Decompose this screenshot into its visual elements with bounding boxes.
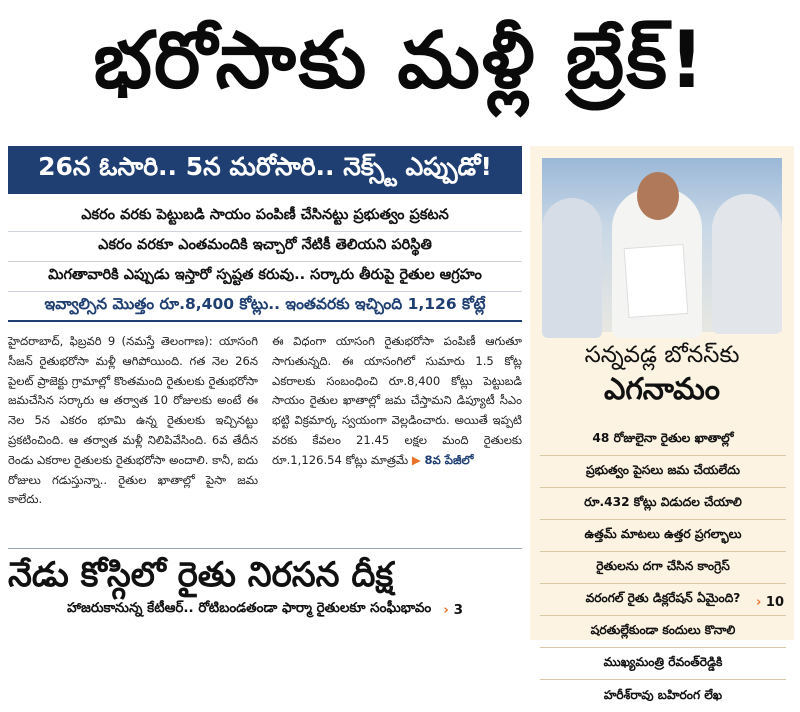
sidebar-point: ముఖ్యమంత్రి రేవంత్‌రెడ్డికి — [540, 648, 786, 680]
photo-speaker-head — [637, 172, 679, 220]
article-body — [8, 332, 522, 518]
secondary-headline: నేడు కోస్గిలో రైతు నిరసన దీక్ష — [8, 548, 522, 603]
sidebar-points — [540, 424, 786, 712]
sidebar-point: ఉత్తమ్ మాటలు ఉత్తర ప్రగల్భాలు — [540, 520, 786, 552]
deck-line: మిగతావారికి ఎప్పుడు ఇస్తారో స్పష్టత కరువు.. సర్కారు తీరుపై రైతుల ఆగ్రహం — [8, 262, 522, 292]
sidebar-story — [530, 146, 794, 702]
deck-lines — [8, 202, 522, 322]
sidebar-point: రైతులను దగా చేసిన కాంగ్రెస్ — [540, 552, 786, 584]
sidebar-page-ref[interactable] — [756, 595, 784, 610]
sidebar-point: ప్రభుత్వం పైసలు జమ చేయలేదు — [540, 456, 786, 488]
sidebar-title-line-2: ఎగనామం — [603, 372, 720, 407]
sidebar-point: హరీశ్‌రావు బహిరంగ లేఖ — [603, 687, 723, 702]
photo-bystander-left — [542, 198, 602, 338]
photo-bystander-right — [712, 194, 782, 334]
lead-story — [8, 146, 522, 518]
sidebar-point: 48 రోజులైనా రైతుల ఖాతాల్లో — [540, 424, 786, 456]
sidebar-title-line-1: సన్నవడ్ల బోనస్‌కు — [584, 342, 740, 368]
subhead-banner: 26న ఓసారి.. 5న మరోసారి.. నెక్స్ట్ ఎప్పుడో! — [8, 146, 522, 194]
photo-letter — [624, 244, 689, 318]
secondary-subhead — [8, 600, 522, 619]
secondary-page-ref[interactable] — [443, 602, 463, 618]
article-column-2-text: ఈ విధంగా యాసంగి రైతుభరోసా పంపిణీ ఆగుతూ సాగుతున్నది. ఈ యాసంగిలో సుమారు 1.5 కోట్ల ఎకరాలకు సంబంధించి రూ.8,400 కోట్లు పెట్టుబడి సాయం రైతుల ఖాతాల్లో జమ చేస్తామని డిప్యూటీ సీఎం భట్టి విక్రమార్క స్వయంగా వెల్లడించారు. అయితే ఇప్పటి వరకు కేవలం 21.45 లక్షల మంది రైతులకు రూ.1,126.54 కోట్లు మాత్రమే — [272, 334, 522, 467]
sidebar-page-number: 10 — [765, 595, 784, 610]
politician-photo — [542, 158, 782, 332]
secondary-subhead-text: హాజరుకానున్న కేటీఆర్.. రోటిబండతండా ఫార్మా రైతులకూ సంఘీభావం — [67, 600, 432, 616]
sidebar-point: వరంగల్ రైతు డిక్లరేషన్ ఏమైంది? — [540, 584, 786, 616]
article-column-1: హైదరాబాద్, ఫిబ్రవరి 9 (నమస్తే తెలంగాణ): యాసంగి సీజన్ రైతుభరోసా మళ్లీ ఆగిపోయింది. గత నెల 26న పైలట్ ప్రాజెక్టు గ్రామాల్లో కొంతమంది రైతులకు రైతుభరోసా జమచేసిన సర్కారు ఆ తర్వాత 10 రోజులకు అంటే ఈ నెల 5న ఎకరం భూమి ఉన్న రైతులకు ఇచ్చినట్టు ప్రకటించింది. ఆ తర్వాత మళ్లీ నిలిపివేసింది. 6వ తేదీన రెండు ఎకరాల రైతులకు రైతుభరోసా అందాలి. కానీ, ఐదు రోజులు గడుస్తున్నా.. రైతుల ఖాతాల్లో పైసా జమ కాలేదు. — [8, 334, 258, 507]
arrow-icon: › — [756, 595, 762, 610]
sidebar-point: రూ.432 కోట్లు విడుదల చేయాలి — [540, 488, 786, 520]
secondary-page-number: 3 — [453, 601, 463, 618]
arrow-icon: ▶ — [411, 452, 421, 467]
arrow-icon: › — [443, 601, 449, 618]
article-column-2 — [272, 332, 522, 518]
sidebar-point: షరతుల్లేకుండా కందులు కొనాలి — [540, 616, 786, 648]
deck-line-figures: ఇవ్వాల్సిన మొత్తం రూ.8,400 కోట్లు.. ఇంతవరకు ఇచ్చింది 1,126 కోట్లే — [8, 292, 522, 322]
deck-line: ఎకరం వరకూ ఎంతమందికి ఇచ్చారో నేటికీ తెలియని పరిస్థితి — [8, 232, 522, 262]
main-headline: భరోసాకు మళ్లీ బ్రేక్! — [93, 15, 707, 106]
continued-page-ref[interactable]: 8వ పేజీలో — [424, 452, 474, 467]
deck-line: ఎకరం వరకు పెట్టుబడి సాయం పంపిణీ చేసినట్టు ప్రభుత్వం ప్రకటన — [8, 202, 522, 232]
